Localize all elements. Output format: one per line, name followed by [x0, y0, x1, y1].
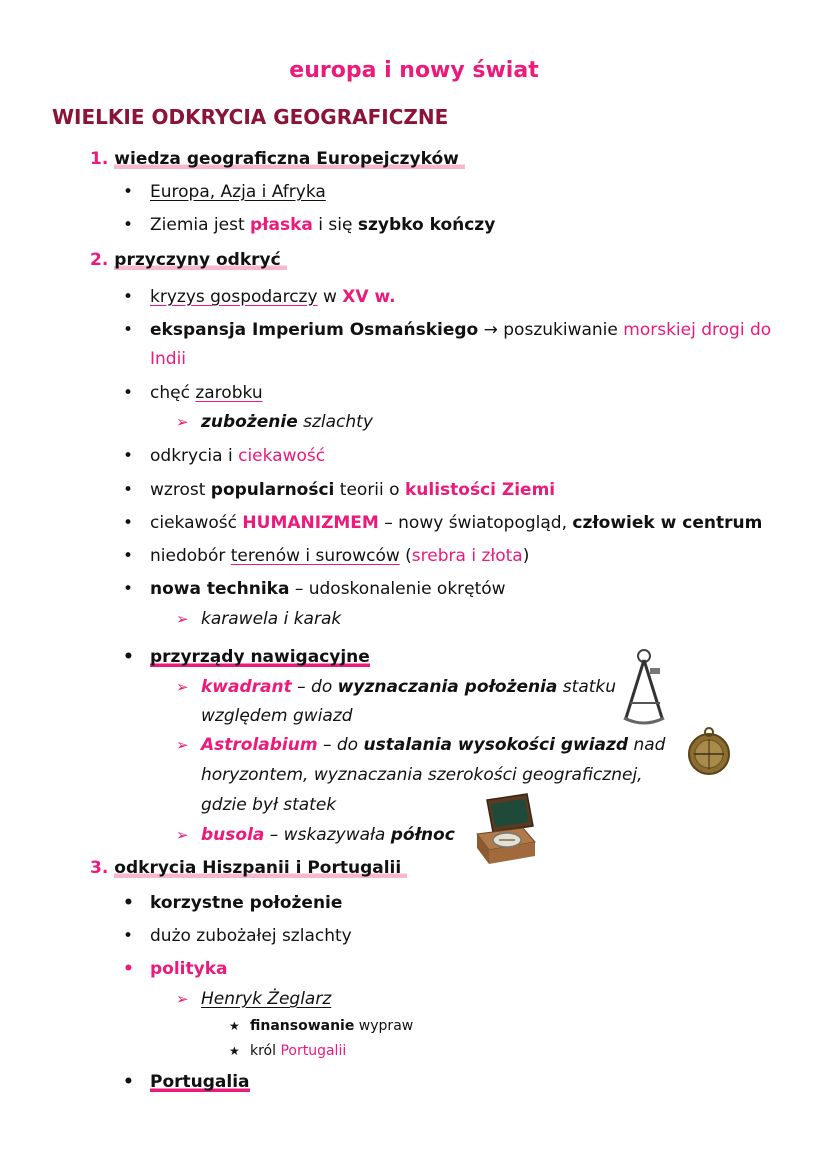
sub-list-item-continuation: gdzie był statek [201, 795, 337, 815]
section-1-title: 1. wiedza geograficzna Europejczyków [90, 148, 465, 170]
section-2-title: 2. przyczyny odkryć [90, 249, 287, 271]
sub-list-item: ➢ kwadrant – do wyznaczania położenia statku [201, 676, 616, 698]
quadrant-icon [620, 648, 668, 726]
sub-list-item: ➢ busola – wskazywała północ [201, 824, 455, 846]
section-heading: WIELKIE ODKRYCIA GEOGRAFICZNE [52, 105, 449, 129]
section-3-title: 3. odkrycia Hiszpanii i Portugalii [90, 857, 407, 879]
list-item: • Ziemia jest płaska i się szybko kończy [150, 214, 495, 236]
section-number: 3. [90, 858, 109, 878]
list-item: • Portugalia [150, 1071, 250, 1093]
list-item: • przyrządy nawigacyjne [150, 646, 370, 668]
list-item: • polityka [150, 958, 228, 980]
sub-list-item: ➢ zubożenie szlachty [201, 411, 373, 433]
list-item: • niedobór terenów i surowców (srebra i złota) [150, 545, 529, 567]
astrolabe-icon [686, 727, 732, 777]
list-item: • kryzys gospodarczy w XV w. [150, 286, 396, 308]
sub-list-item-continuation: horyzontem, wyznaczania szerokości geograficznej, [201, 765, 643, 785]
sub-sub-list-item: ★ finansowanie wypraw [250, 1015, 413, 1037]
sub-sub-list-item: ★ król Portugalii [250, 1040, 346, 1062]
list-item: • ciekawość HUMANIZMEM – nowy światopogląd, człowiek w centrum [150, 512, 762, 534]
list-item: • Europa, Azja i Afryka [150, 181, 326, 203]
list-item: • dużo zubożałej szlachty [150, 925, 352, 947]
sub-list-item-continuation: względem gwiazd [201, 706, 353, 726]
list-item: • nowa technika – udoskonalenie okrętów [150, 578, 506, 600]
page-title: europa i nowy świat [289, 58, 539, 83]
list-item: • korzystne położenie [150, 892, 342, 914]
sub-list-item: ➢ karawela i karak [201, 608, 341, 630]
section-number: 2. [90, 250, 109, 270]
list-item: • wzrost popularności teorii o kulistości Ziemi [150, 479, 555, 501]
list-item: • ekspansja Imperium Osmańskiego → poszukiwanie morskiej drogi do [150, 319, 771, 341]
sub-list-item: ➢ Henryk Żeglarz [201, 988, 331, 1010]
list-item: • odkrycia i ciekawość [150, 445, 325, 467]
list-item-continuation: Indii [150, 349, 187, 369]
section-number: 1. [90, 149, 109, 169]
sub-list-item: ➢ Astrolabium – do ustalania wysokości gwiazd nad [201, 734, 665, 756]
list-item: • chęć zarobku [150, 382, 263, 404]
compass-box-icon [473, 792, 539, 866]
